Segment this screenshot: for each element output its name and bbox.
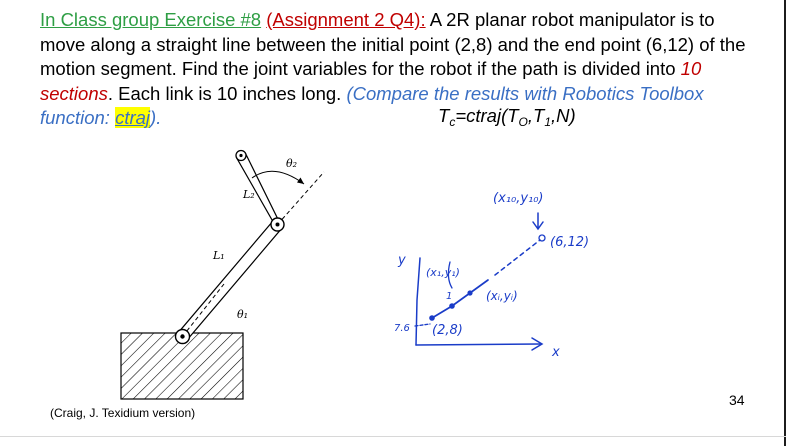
formula-eq: =ctraj(T bbox=[455, 105, 519, 126]
formula-b-sub: 1 bbox=[544, 115, 552, 129]
sketch-y-axis bbox=[416, 258, 420, 345]
path-line bbox=[432, 280, 488, 318]
first-point-label: (x₁,y₁) bbox=[426, 266, 460, 279]
sections-count: 10 sections bbox=[40, 58, 702, 104]
down-arrow bbox=[533, 213, 543, 229]
theta1-label: θ₁ bbox=[237, 308, 249, 321]
path-dashes bbox=[495, 240, 540, 275]
slide-right-border bbox=[784, 0, 786, 446]
theta2-arrowhead bbox=[297, 178, 304, 185]
joint-2-center bbox=[276, 223, 280, 227]
link-1 bbox=[178, 221, 282, 341]
start-point-mark bbox=[429, 315, 435, 321]
figure-credit: (Craig, J. Texidium version) bbox=[50, 406, 196, 420]
l2-label: L₂ bbox=[243, 188, 255, 201]
y-axis-label: y bbox=[398, 253, 406, 268]
theta2-label: θ₂ bbox=[286, 157, 298, 170]
compare-end: ). bbox=[150, 107, 162, 128]
one-label: 1 bbox=[446, 291, 453, 302]
end-point-label: (6,12) bbox=[550, 235, 590, 250]
exercise-heading: In Class group Exercise #8 bbox=[40, 9, 262, 30]
l1-label: L₁ bbox=[213, 249, 225, 262]
formula-a-sub: O bbox=[518, 115, 528, 129]
y-tick-dash bbox=[415, 324, 430, 326]
joint-1-center bbox=[180, 334, 184, 338]
end-label: (x₁₀,y₁₀) bbox=[493, 191, 544, 206]
assignment-ref: (Assignment 2 Q4): bbox=[266, 9, 426, 30]
formula-tail: ,N) bbox=[551, 105, 576, 126]
point-1-mark bbox=[449, 303, 455, 309]
page-number: 34 bbox=[729, 392, 745, 408]
start-point-label: (2,8) bbox=[432, 323, 463, 338]
end-effector-center bbox=[239, 154, 242, 157]
slide-bottom-border bbox=[0, 436, 786, 437]
point-i-mark bbox=[467, 290, 472, 295]
problem-text-1: A 2R planar robot manipulator is to move along a straight line between the initial point (2,8) and the end point (6,12) of the motion segment. Find the joint variables for the robot if the path is divided into bbox=[40, 9, 746, 79]
robot-arm-diagram bbox=[121, 151, 324, 400]
ctraj-highlight: ctraj bbox=[115, 107, 151, 128]
y-tick-label: 7.6 bbox=[394, 323, 410, 334]
problem-text-2: . Each link is 10 inches long. bbox=[107, 82, 347, 104]
formula-lhs-sub: c bbox=[449, 115, 456, 129]
generic-point-label: (xᵢ,yᵢ) bbox=[486, 289, 518, 303]
x-axis-label: x bbox=[552, 345, 560, 360]
compare-text: (Compare the results with Robotics Toolbox function: bbox=[40, 82, 704, 128]
sketch-x-axis bbox=[416, 344, 540, 345]
formula-comma: ,T bbox=[527, 105, 545, 126]
formula-lhs: T bbox=[438, 105, 450, 126]
end-point-mark bbox=[539, 235, 545, 241]
